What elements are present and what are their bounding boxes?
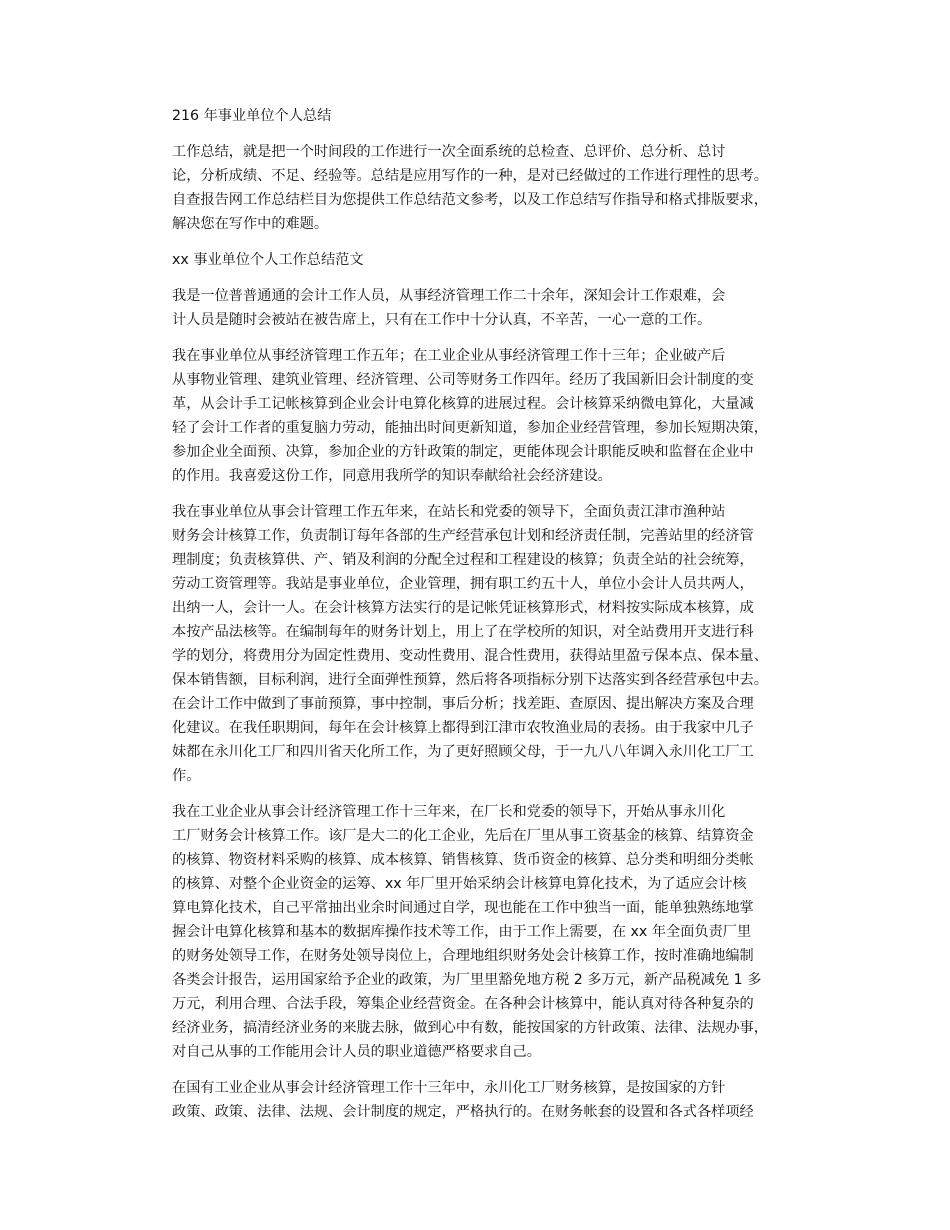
text-line: 学的划分，将费用分为固定性费用、变动性费用、混合性费用，获得站里盈亏保本点、保本量、 xyxy=(172,648,768,664)
text-line: 的核算、对整个企业资金的运筹、xx 年厂里开始采纳会计核算电算化技术，为了适应会计核 xyxy=(172,876,747,892)
text-line: 妹都在永川化工厂和四川省天化所工作，为了更好照顾父母，于一九八八年调入永川化工厂工 xyxy=(172,744,754,760)
body-paragraph-5 xyxy=(140,1076,816,1124)
text-line: 我在事业单位从事会计管理工作五年来，在站长和党委的领导下，全面负责江津市渔种站 xyxy=(172,504,726,520)
text-line: 出纳一人，会计一人。在会计核算方法实行的是记帐凭证核算形式，材料按实际成本核算，成 xyxy=(172,600,754,616)
text-line: 轻了会计工作者的重复脑力劳动，能抽出时间更新知道，参加企业经营管理，参加长短期决策， xyxy=(172,420,768,436)
text-line: 政策、政策、法律、法规、会计制度的规定，严格执行的。在财务帐套的设置和各式各样项经 xyxy=(172,1104,754,1120)
text-line: 万元，利用合理、合法手段，筹集企业经营资金。在各种会计核算中，能认真对待各种复杂的 xyxy=(172,996,754,1012)
text-line: 算电算化技术，自己平常抽出业余时间通过自学，现也能在工作中独当一面，能单独熟练地掌 xyxy=(172,900,754,916)
text-line: 革，从会计手工记帐核算到企业会计电算化核算的进展过程。会计核算采纳微电算化，大量减 xyxy=(172,396,754,412)
text-line: 在国有工业企业从事会计经济管理工作十三年中，永川化工厂财务核算，是按国家的方针 xyxy=(172,1080,726,1096)
document-title: 216 年事业单位个人总结 xyxy=(172,108,332,124)
text-line: 握会计电算化核算和基本的数据库操作技术等工作，由于工作上需要，在 xx 年全面负责厂里 xyxy=(172,924,752,940)
text-line: 财务会计核算工作，负责制订每年各部的生产经营承包计划和经济责任制，完善站里的经济管 xyxy=(172,528,754,544)
body-paragraph-1 xyxy=(140,284,816,332)
text-line: 解决您在写作中的难题。 xyxy=(172,216,329,232)
text-line: 的财务处领导工作，在财务处领导岗位上，合理地组织财务处会计核算工作，按时准确地编制 xyxy=(172,948,754,964)
text-line: 我在事业单位从事经济管理工作五年；在工业企业从事经济管理工作十三年；企业破产后 xyxy=(172,348,726,364)
text-line: 论，分析成绩、不足、经验等。总结是应用写作的一种，是对已经做过的工作进行理性的思考。 xyxy=(172,168,768,184)
text-line: 理制度；负责核算供、产、销及利润的分配全过程和工程建设的核算；负责全站的社会统筹， xyxy=(172,552,754,568)
text-line: 我是一位普普通通的会计工作人员，从事经济管理工作二十余年，深知会计工作艰难，会 xyxy=(172,288,726,304)
text-line: 在会计工作中做到了事前预算，事中控制，事后分析；找差距、查原因、提出解决方案及合理 xyxy=(172,696,754,712)
text-line: 经济业务，搞清经济业务的来胧去脉，做到心中有数，能按国家的方针政策、法律、法规办事， xyxy=(172,1020,768,1036)
body-paragraph-3 xyxy=(140,500,816,788)
body-paragraph-4 xyxy=(140,800,816,1064)
text-line: 自查报告网工作总结栏目为您提供工作总结范文参考，以及工作总结写作指导和格式排版要求， xyxy=(172,192,768,208)
text-line: 从事物业管理、建筑业管理、经济管理、公司等财务工作四年。经历了我国新旧会计制度的变 xyxy=(172,372,754,388)
text-line: 工作总结，就是把一个时间段的工作进行一次全面系统的总检查、总评价、总分析、总讨 xyxy=(172,144,726,160)
text-line: 本按产品法核等。在编制每年的财务计划上，用上了在学校所的知识，对全站费用开支进行科 xyxy=(172,624,754,640)
intro-paragraph xyxy=(140,140,816,236)
text-line: 化建议。在我任职期间，每年在会计核算上都得到江津市农牧渔业局的表扬。由于我家中几子 xyxy=(172,720,754,736)
text-line: 计人员是随时会被站在被告席上，只有在工作中十分认真，不辛苦，一心一意的工作。 xyxy=(172,312,712,328)
document-page xyxy=(140,104,816,1136)
text-line: 对自己从事的工作能用会计人员的职业道德严格要求自己。 xyxy=(172,1044,541,1060)
text-line: 参加企业全面预、决算，参加企业的方针政策的制定，更能体现会计职能反映和监督在企业中 xyxy=(172,444,754,460)
text-line: 的作用。我喜爱这份工作，同意用我所学的知识奉献给社会经济建设。 xyxy=(172,468,612,484)
text-line: 我在工业企业从事会计经济管理工作十三年来，在厂长和党委的领导下，开始从事永川化 xyxy=(172,804,726,820)
text-line: 工厂财务会计核算工作。该厂是大二的化工企业，先后在厂里从事工资基金的核算、结算资金 xyxy=(172,828,754,844)
text-line: 劳动工资管理等。我站是事业单位，企业管理，拥有职工约五十人，单位小会计人员共两人， xyxy=(172,576,754,592)
text-line: 各类会计报告，运用国家给予企业的政策，为厂里里豁免地方税 2 多万元，新产品税减免 1 多 xyxy=(172,972,762,988)
body-paragraph-2 xyxy=(140,344,816,488)
text-line: 保本销售额，目标利润，进行全面弹性预算，然后将各项指标分别下达落实到各经营承包中去。 xyxy=(172,672,768,688)
document-subtitle: xx 事业单位个人工作总结范文 xyxy=(172,252,364,268)
text-line: 的核算、物资材料采购的核算、成本核算、销售核算、货币资金的核算、总分类和明细分类帐 xyxy=(172,852,754,868)
text-line: 作。 xyxy=(172,768,201,784)
